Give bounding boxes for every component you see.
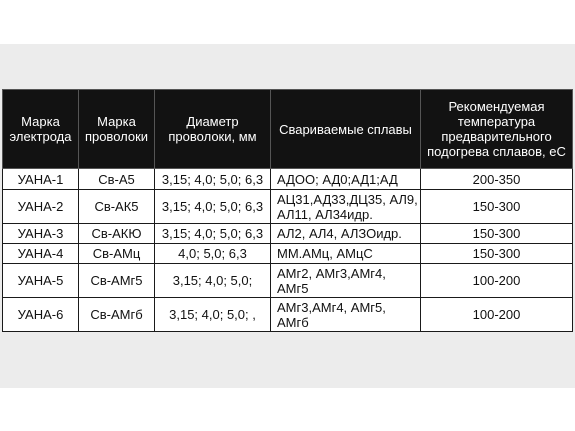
table-row <box>3 224 573 244</box>
bottom-margin <box>0 388 575 431</box>
cell-diameter: 4,0; 5,0; 6,3 <box>155 244 271 264</box>
cell-wire: Св-АМц <box>79 244 155 264</box>
cell-electrode: УАНА-2 <box>3 190 79 224</box>
cell-wire: Св-АКЮ <box>79 224 155 244</box>
cell-temperature: 150-300 <box>421 244 573 264</box>
table-row <box>3 298 573 332</box>
cell-alloys: АМг2, АМг3,АМг4, АМг5 <box>271 264 421 298</box>
cell-alloys: АЦ31,АД33,ДЦ35, АЛ9, АЛ11, АЛ34идр. <box>271 190 421 224</box>
cell-alloys: ММ.АМц, АМцС <box>271 244 421 264</box>
cell-diameter: 3,15; 4,0; 5,0; , <box>155 298 271 332</box>
cell-alloys: АМг3,АМг4, АМг5, АМгб <box>271 298 421 332</box>
cell-diameter: 3,15; 4,0; 5,0; <box>155 264 271 298</box>
cell-wire: Св-АК5 <box>79 190 155 224</box>
cell-temperature: 100-200 <box>421 264 573 298</box>
header-wire-grade: Марка проволоки <box>79 90 155 169</box>
header-welded-alloys: Свариваемые сплавы <box>271 90 421 169</box>
table-row <box>3 169 573 190</box>
cell-wire: Св-А5 <box>79 169 155 190</box>
header-preheat-temperature: Рекомендуемая температура предварительного подогрева сплавов, еС <box>421 90 573 169</box>
cell-temperature: 150-300 <box>421 224 573 244</box>
cell-electrode: УАНА-4 <box>3 244 79 264</box>
table-header-row <box>3 90 573 169</box>
cell-electrode: УАНА-6 <box>3 298 79 332</box>
table-row <box>3 264 573 298</box>
cell-temperature: 100-200 <box>421 298 573 332</box>
cell-alloys: АДОО; АД0;АД1;АД <box>271 169 421 190</box>
cell-electrode: УАНА-3 <box>3 224 79 244</box>
cell-wire: Св-АМг5 <box>79 264 155 298</box>
electrode-table <box>2 89 573 332</box>
cell-temperature: 200-350 <box>421 169 573 190</box>
top-margin <box>0 0 575 44</box>
header-electrode-grade: Марка электрода <box>3 90 79 169</box>
header-wire-diameter: Диаметр проволоки, мм <box>155 90 271 169</box>
cell-diameter: 3,15; 4,0; 5,0; 6,3 <box>155 169 271 190</box>
cell-diameter: 3,15; 4,0; 5,0; 6,3 <box>155 190 271 224</box>
cell-wire: Св-АМгб <box>79 298 155 332</box>
cell-alloys: АЛ2, АЛ4, АЛЗОидр. <box>271 224 421 244</box>
table-row <box>3 244 573 264</box>
cell-temperature: 150-300 <box>421 190 573 224</box>
table-row <box>3 190 573 224</box>
cell-electrode: УАНА-5 <box>3 264 79 298</box>
cell-diameter: 3,15; 4,0; 5,0; 6,3 <box>155 224 271 244</box>
cell-electrode: УАНА-1 <box>3 169 79 190</box>
